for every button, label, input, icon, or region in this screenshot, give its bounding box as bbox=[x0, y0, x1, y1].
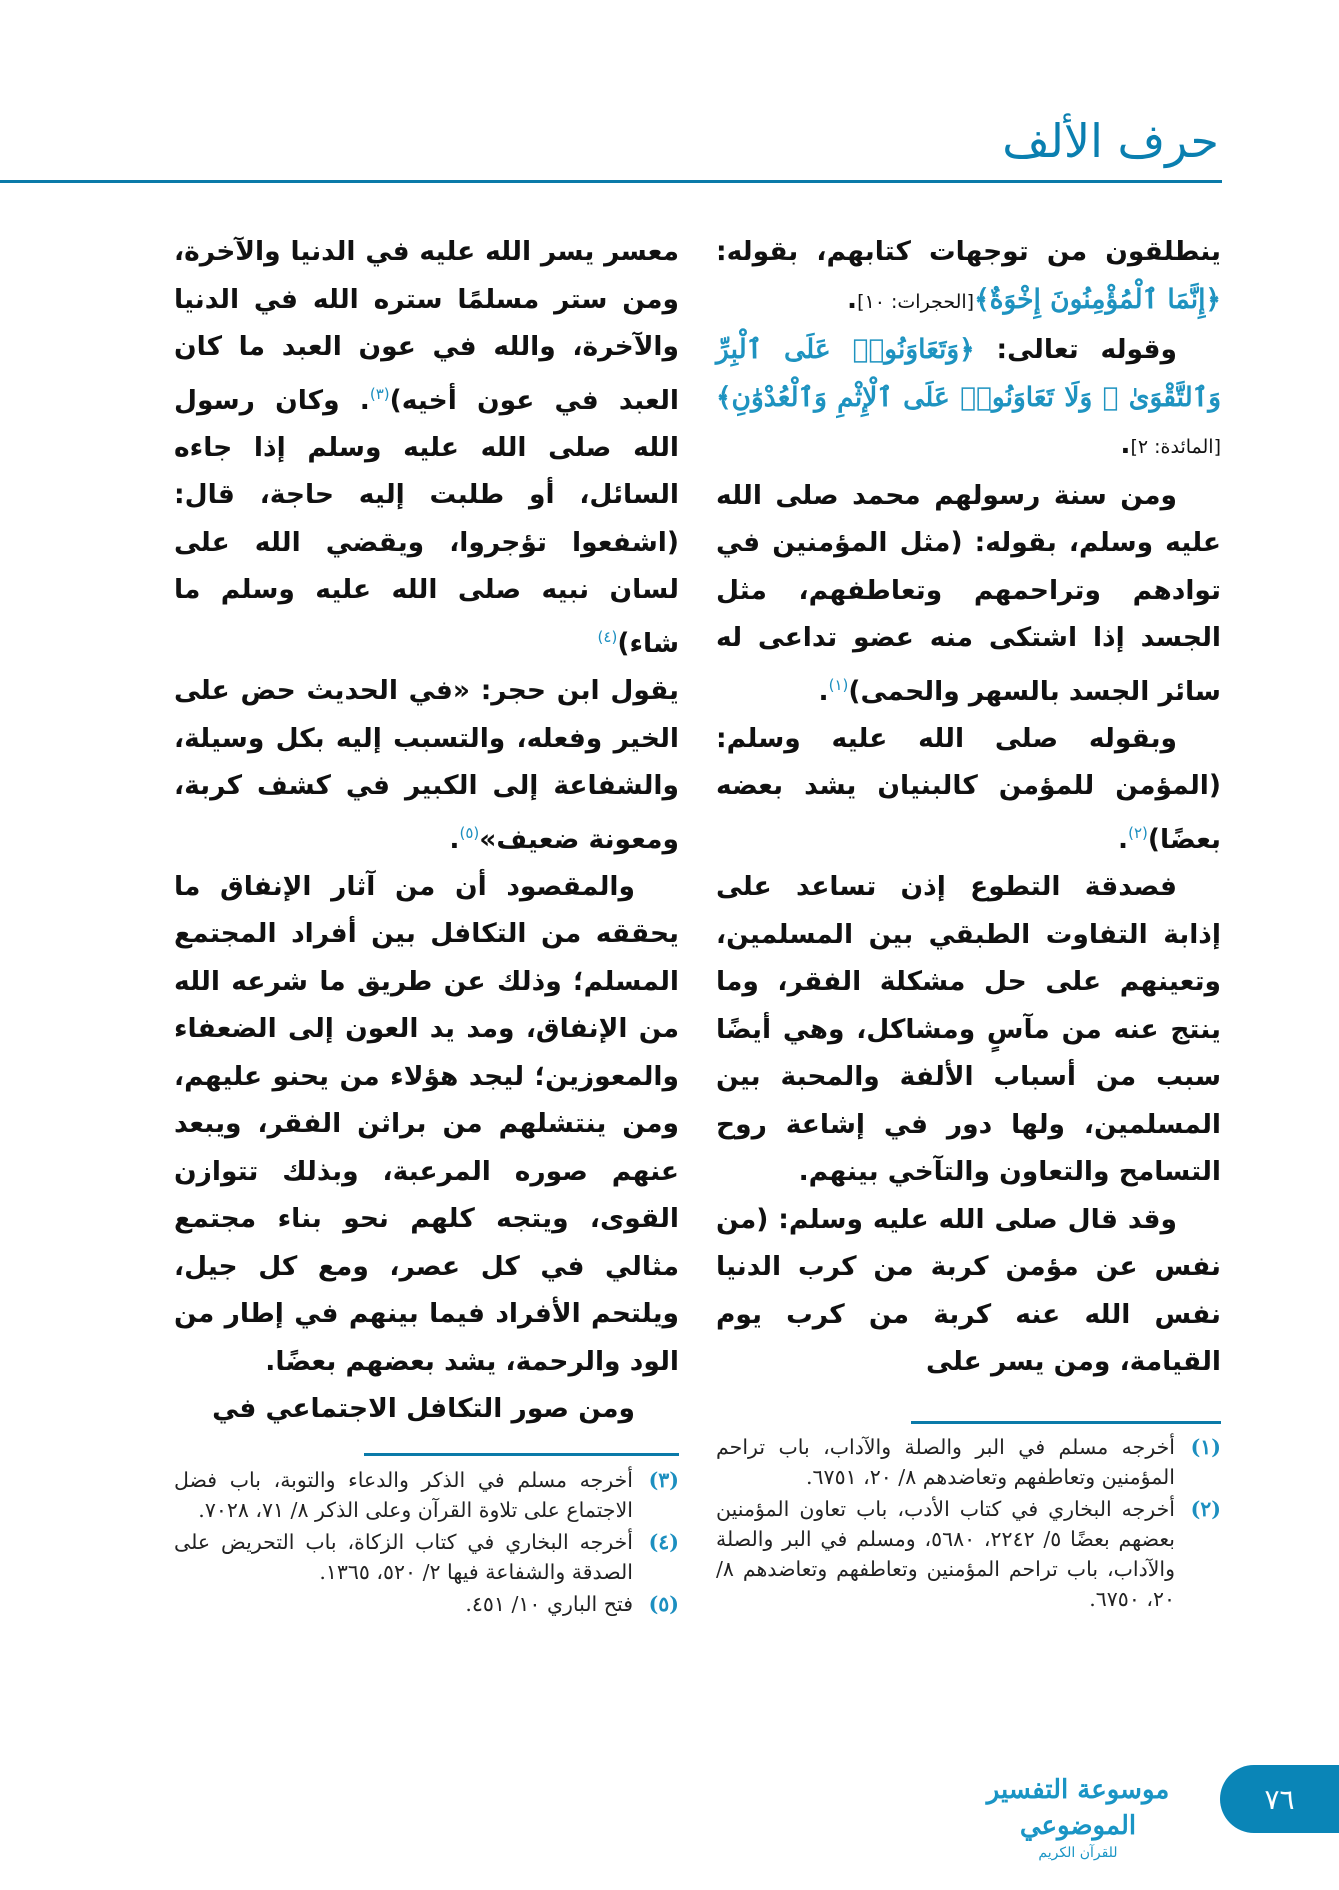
footnote-ref-1[interactable]: (١) bbox=[828, 675, 849, 694]
footnote-ref-2[interactable]: (٢) bbox=[1128, 823, 1148, 842]
paragraph-text: وقد قال صلى الله عليه وسلم: (من نفس عن مؤمن كربة من كرب الدنيا نفس الله عنه كربة من كرب يوم القيامة، ومن يسر على bbox=[716, 1203, 1221, 1378]
paragraph-text: ومن سنة رسولهم محمد صلى الله عليه وسلم، بقوله: (مثل المؤمنين في توادهم وتراحمهم وتعاطفهم، مثل الجسد إذا اشتكى منه عضو تداعى له سائر الجسد بالسهر والحمى) bbox=[716, 479, 1221, 707]
paragraph-text: يقول ابن حجر: «في الحديث حض على الخير وفعله، والتسبب إليه بكل وسيلة، والشفاعة إلى الكبير في كشف كربة، ومعونة ضعيف» bbox=[174, 675, 679, 855]
footnote-4 bbox=[174, 1527, 679, 1587]
footnote-number: (١) bbox=[1190, 1435, 1221, 1459]
footnote-text: فتح الباري ١٠/ ٤٥١. bbox=[465, 1592, 633, 1616]
footnote-5 bbox=[174, 1589, 679, 1619]
footnotes-right bbox=[716, 1432, 1221, 1616]
encyclopedia-logo bbox=[928, 1772, 1228, 1861]
header-divider bbox=[0, 180, 1222, 183]
footnote-2 bbox=[716, 1494, 1221, 1614]
footnote-number: (٤) bbox=[648, 1530, 679, 1554]
paragraph-text: فصدقة التطوع إذن تساعد على إذابة التفاوت الطبقي بين المسلمين، وتعينهم على حل مشكلة الفقر، وما ينتج عنه من مآسٍ ومشاكل، وهي أيضًا سبب من أسباب الألفة والمحبة بين المسلمين، ولها دور في إشاعة روح التسامح والتعاون والتآخي بينهم. bbox=[716, 871, 1221, 1188]
footnote-number: (٣) bbox=[648, 1468, 679, 1492]
paragraph-text: ينطلقون من توجهات كتابهم، بقوله: bbox=[716, 236, 1221, 267]
footnote-text: أخرجه مسلم في البر والصلة والآداب، باب تراحم المؤمنين وتعاطفهم وتعاضدهم ٨/ ٢٠، ٦٧٥١. bbox=[716, 1435, 1175, 1489]
right-column bbox=[716, 228, 1221, 1386]
verse-reference: [المائدة: ٢] bbox=[1130, 436, 1221, 458]
footnote-ref-5[interactable]: (٥) bbox=[459, 823, 480, 842]
paragraph-text: والمقصود أن من آثار الإنفاق ما يحققه من التكافل بين أفراد المجتمع المسلم؛ وذلك عن طريق ما شرعه الله من الإنفاق، ومد يد العون إلى الضعفاء والمعوزين؛ ليجد هؤلاء من يحنو عليهم، ومن ينتشلهم من براثن الفقر، ويبعد عنهم صوره المرعبة، وبذلك تتوازن القوى، ويتجه كلهم نحو بناء مجتمع مثالي في كل عصر، ومع كل جيل، ويلتحم الأفراد فيما بينهم في إطار من الود والرحمة، يشد بعضهم بعضًا. bbox=[174, 870, 679, 1377]
footnote-divider bbox=[364, 1453, 679, 1456]
page-number: ٧٦ bbox=[1264, 1782, 1295, 1816]
footnote-number: (٥) bbox=[648, 1592, 679, 1616]
paragraph-text: . وكان رسول الله صلى الله عليه وسلم إذا جاءه السائل، أو طلبت إليه حاجة، قال: (اشفعوا تؤجروا، ويقضي الله على لسان نبيه صلى الله عليه وسلم ما شاء) bbox=[174, 384, 679, 659]
paragraph-text: ومن صور التكافل الاجتماعي في bbox=[212, 1393, 635, 1425]
paragraph bbox=[716, 715, 1221, 863]
footnote-divider bbox=[911, 1421, 1221, 1424]
paragraph bbox=[174, 863, 679, 1386]
period: . bbox=[449, 823, 460, 855]
footnote-number: (٢) bbox=[1190, 1497, 1221, 1521]
footnote-3 bbox=[174, 1465, 679, 1525]
paragraph bbox=[174, 228, 679, 667]
left-column bbox=[174, 228, 679, 1433]
verse-reference: [الحجرات: ١٠] bbox=[857, 290, 975, 313]
page-number-badge bbox=[1220, 1765, 1339, 1833]
footnote-text: أخرجه البخاري في كتاب الزكاة، باب التحريض على الصدقة والشفاعة فيها ٢/ ٥٢٠، ١٣٦٥. bbox=[174, 1530, 633, 1584]
paragraph-text: وقوله تعالى: bbox=[974, 334, 1177, 365]
footnote-ref-4[interactable]: (٤) bbox=[597, 627, 618, 646]
paragraph bbox=[716, 326, 1221, 472]
footnote-ref-3[interactable]: (٣) bbox=[369, 384, 390, 403]
paragraph bbox=[174, 667, 679, 863]
paragraph-text: وبقوله صلى الله عليه وسلم: (المؤمن للمؤمن كالبنيان يشد بعضه بعضًا) bbox=[716, 722, 1221, 855]
chapter-title: حرف الألف bbox=[1002, 114, 1219, 168]
footnote-1 bbox=[716, 1432, 1221, 1492]
footnote-text: أخرجه مسلم في الذكر والدعاء والتوبة، باب فضل الاجتماع على تلاوة القرآن وعلى الذكر ٨/ ٧١، ٧٠٢٨. bbox=[174, 1468, 633, 1522]
footnotes-left bbox=[174, 1465, 679, 1621]
paragraph-text: معسر يسر الله عليه في الدنيا والآخرة، ومن ستر مسلمًا ستره الله في الدنيا والآخرة، والله في عون العبد ما كان العبد في عون أخيه) bbox=[174, 236, 679, 416]
paragraph bbox=[716, 863, 1221, 1196]
logo-title: موسوعة التفسير الموضوعي bbox=[986, 1775, 1170, 1841]
quran-verse: ﴿وَتَعَاوَنُوا۟ عَلَى ٱلْبِرِّ وَٱلتَّقْوَىٰ ۖ وَلَا تَعَاوَنُوا۟ عَلَى ٱلْإِثْمِ وَٱلْعُدْوَٰنِ﴾ bbox=[716, 334, 1221, 413]
paragraph bbox=[174, 1385, 679, 1433]
period: . bbox=[1118, 823, 1129, 855]
paragraph bbox=[716, 1196, 1221, 1386]
period: . bbox=[1120, 429, 1131, 460]
period: . bbox=[847, 283, 858, 315]
period: . bbox=[818, 675, 829, 707]
quran-verse: ﴿إِنَّمَا ٱلْمُؤْمِنُونَ إِخْوَةٌ﴾ bbox=[974, 283, 1221, 315]
footnote-text: أخرجه البخاري في كتاب الأدب، باب تعاون المؤمنين بعضهم بعضًا ٥/ ٢٢٤٢، ٥٦٨٠، ومسلم في البر والصلة والآداب، باب تراحم المؤمنين وتعاطفهم وتعاضدهم ٨/ ٢٠، ٦٧٥٠. bbox=[716, 1497, 1175, 1611]
paragraph bbox=[716, 472, 1221, 715]
paragraph bbox=[716, 228, 1221, 326]
logo-subtitle: للقرآن الكريم bbox=[1038, 1845, 1118, 1861]
